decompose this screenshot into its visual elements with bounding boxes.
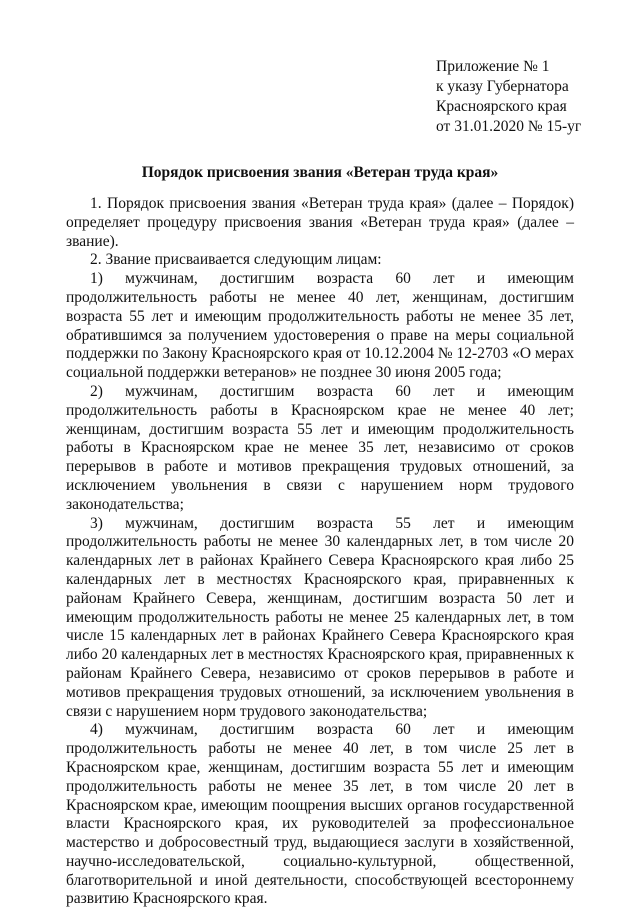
paragraph-item-4: 4) мужчинам, достигшим возраста 60 лет и имеющим продолжительность работы не менее 40 лет, в том числе 25 лет в Красноярском крае, женщинам, достигшим возраста 55 лет и имеющим продолжительность работы не менее 35 лет, в том числе 20 лет в Красноярском крае, имеющим поощрения высших органов государственной власти Красноярского края, их руководителей за профессиональное мастерство и добросовестный труд, выдающиеся заслуги в хозяйственной, научно-исследовательской, социально-культурной, общественной, благотворительной и иной деятельности, способствующей всестороннему развитию Красноярского края. bbox=[66, 721, 574, 908]
appendix-line-region: Красноярского края bbox=[436, 98, 567, 115]
paragraph-item-2: 2) мужчинам, достигшим возраста 60 лет и имеющим продолжительность работы в Красноярском крае не менее 40 лет; женщинам, достигшим возраста 55 лет и имеющим продолжительность работы в Красноярском крае не менее 35 лет, независимо от сроков перерывов в работе и мотивов прекращения трудовых отношений, за исключением увольнения в связи с нарушением норм трудового законодательства; bbox=[66, 382, 574, 513]
document-title: Порядок присвоения звания «Ветеран труда края» bbox=[141, 164, 499, 181]
paragraph-2: 2. Звание присваивается следующим лицам: bbox=[90, 251, 382, 269]
appendix-line-number: Приложение № 1 bbox=[436, 58, 550, 75]
paragraph-1: 1. Порядок присвоения звания «Ветеран труда края» (далее – Порядок) определяет процедуру присвоения звания «Ветеран труда края» (далее – звание). bbox=[66, 195, 574, 250]
paragraph-item-1: 1) мужчинам, достигшим возраста 60 лет и имеющим продолжительность работы не менее 40 лет, женщинам, достигшим возраста 55 лет и имеющим продолжительность работы не менее 35 лет, обратившимся за получением удостоверения о праве на меры социальной поддержки по Закону Красноярского края от 10.12.2004 № 12-2703 «О мерах социальной поддержки ветеранов» не позднее 30 июня 2005 года; bbox=[66, 270, 574, 382]
appendix-line-decree: к указу Губернатора bbox=[436, 78, 569, 95]
paragraph-item-3: 3) мужчинам, достигшим возраста 55 лет и имеющим продолжительность работы не менее 30 календарных лет, в том числе 20 календарных лет в районах Крайнего Севера Красноярского края либо 25 календарных лет в местностях Красноярского края, приравненных к районам Крайнего Севера, женщинам, достигшим возраста 50 лет и имеющим продолжительность работы не менее 25 календарных лет, в том числе 15 календарных лет в районах Крайнего Севера Красноярского края либо 20 календарных лет в местностях Красноярского края, приравненных к районам Крайнего Севера, независимо от сроков перерывов в работе и мотивов прекращения трудовых отношений, за исключением увольнения в связи с нарушением норм трудового законодательства; bbox=[66, 514, 574, 720]
document-body bbox=[66, 195, 574, 909]
appendix-header bbox=[436, 57, 616, 137]
appendix-line-date: от 31.01.2020 № 15-уг bbox=[436, 118, 582, 135]
